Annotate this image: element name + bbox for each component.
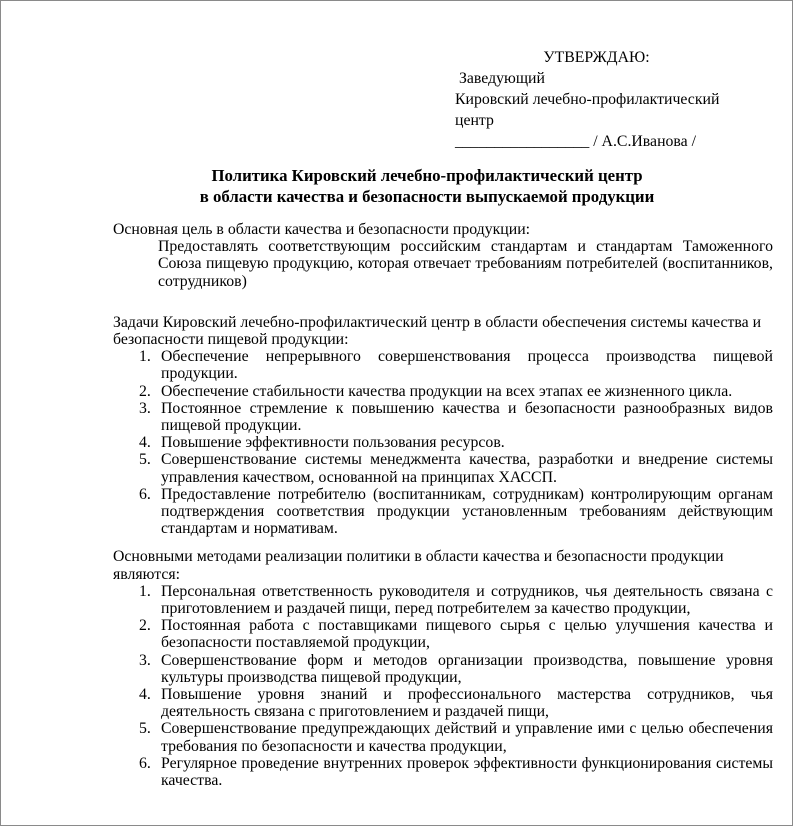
list-item [139, 434, 773, 451]
list-item-text: Постоянное стремление к повышению качества и безопасности разнообразных видов пищевой продукции. [161, 399, 773, 435]
list-item-text: Постоянная работа с поставщиками пищевого сырья с целью улучшения качества и безопасности поставляемой продукции, [161, 617, 773, 652]
methods-section [113, 548, 773, 789]
list-item [139, 400, 773, 434]
list-item-text: Совершенствование форм и методов организации производства, повышение уровня культуры производства пищевой продукции, [161, 651, 773, 686]
list-item-text: Повышение уровня знаний и профессионального мастерства сотрудников, чья деятельность связана с приготовлением и раздачей пищи, [161, 686, 773, 721]
methods-list [113, 583, 773, 789]
list-item [139, 486, 773, 538]
goal-body-paragraph: Предоставлять соответствующим российским стандартам и стандартам Таможенного Союза пищевую продукцию, которая отвечает требованиям потребителей (воспитанников, сотрудников) [158, 238, 773, 290]
list-item [139, 652, 773, 686]
approval-org-line-1: Кировский лечебно-профилактический [455, 91, 720, 108]
list-item-text: Обеспечение стабильности качества продукции на всех этапах ее жизненного цикла. [161, 382, 733, 400]
list-item-number: 6. [139, 485, 151, 503]
approval-block [455, 47, 738, 152]
methods-heading: Основными методами реализации политики в области качества и безопасности продукции являются: [113, 548, 724, 583]
list-item [139, 755, 773, 789]
list-item-text: Совершенствование системы менеджмента качества, разработки и внедрение системы управления качеством, основанной на принципах ХАССП. [161, 451, 773, 486]
list-item-number: 5. [139, 720, 151, 738]
list-item [139, 686, 773, 720]
list-item-number: 1. [139, 348, 151, 366]
list-item-number: 3. [139, 651, 151, 669]
document-title [113, 165, 773, 207]
list-item-number: 4. [139, 434, 151, 452]
list-item-text: Совершенствование предупреждающих действий и управление ими с целью обеспечения требования по безопасности и качества продукции, [161, 720, 773, 755]
document-title-line-1: Политика Кировский лечебно-профилактический центр [211, 166, 643, 185]
list-item [139, 383, 773, 400]
goal-section [113, 221, 773, 290]
list-item-number: 2. [139, 617, 151, 635]
approval-position: Заведующий [459, 70, 545, 87]
tasks-section [113, 314, 773, 538]
list-item [139, 617, 773, 651]
list-item-number: 4. [139, 686, 151, 704]
list-item-text: Персональная ответственность руководителя и сотрудников, чья деятельность связана с приготовлением и раздачей пищи, перед потребителем за качество продукции, [161, 582, 773, 618]
approval-stamp: УТВЕРЖДАЮ: [543, 49, 650, 66]
list-item [139, 348, 773, 382]
list-item [139, 720, 773, 754]
list-item-text: Регулярное проведение внутренних проверок эффективности функционирования системы качества. [161, 754, 773, 790]
approval-org-line-2: центр [455, 112, 494, 129]
list-item-number: 2. [139, 382, 151, 400]
tasks-heading: Задачи Кировский лечебно-профилактический центр в области обеспечения системы качества и безопасности пищевой продукции: [113, 313, 762, 349]
list-item-number: 5. [139, 451, 151, 469]
list-item [139, 583, 773, 617]
list-item [139, 451, 773, 485]
approval-signature-line: _________________ / А.С.Иванова / [455, 133, 697, 150]
list-item-number: 1. [139, 582, 151, 600]
list-item-number: 6. [139, 754, 151, 772]
tasks-list [113, 348, 773, 537]
goal-heading: Основная цель в области качества и безопасности продукции: [113, 221, 531, 238]
list-item-number: 3. [139, 399, 151, 417]
list-item-text: Предоставление потребителю (воспитанникам, сотрудникам) контролирующим органам подтверждения соответствия продукции установленным требованиям действующим стандартам и нормативам. [161, 485, 773, 538]
list-item-text: Обеспечение непрерывного совершенствования процесса производства пищевой продукции. [161, 348, 773, 383]
list-item-text: Повышение эффективности пользования ресурсов. [161, 434, 505, 452]
document-title-line-2: в области качества и безопасности выпускаемой продукции [199, 187, 655, 206]
